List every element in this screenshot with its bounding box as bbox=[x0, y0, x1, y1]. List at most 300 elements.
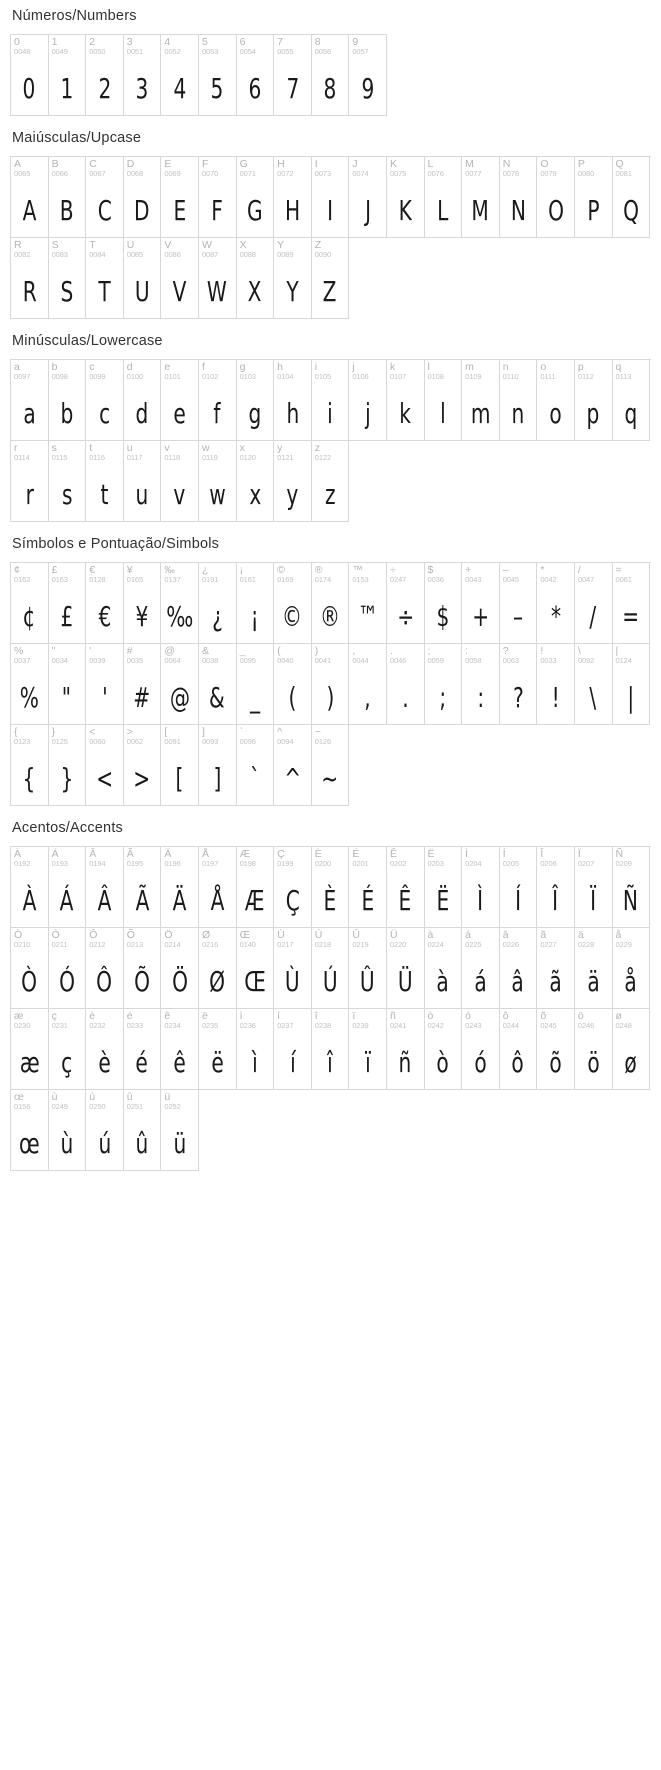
glyph-preview-text: z bbox=[324, 477, 336, 511]
glyph-preview bbox=[124, 183, 161, 237]
glyph-char-label: \ bbox=[577, 645, 581, 657]
glyph-preview-text: ÷ bbox=[396, 599, 414, 633]
glyph-cell[interactable] bbox=[462, 563, 500, 644]
glyph-cell[interactable] bbox=[11, 157, 49, 238]
glyph-cell[interactable] bbox=[11, 725, 49, 806]
glyph-cell[interactable] bbox=[49, 928, 87, 1009]
glyph-preview bbox=[199, 589, 236, 643]
glyph-cell[interactable] bbox=[349, 563, 387, 644]
glyph-preview bbox=[11, 264, 48, 318]
glyph-char-label: @ bbox=[164, 645, 176, 657]
glyph-cell[interactable] bbox=[11, 1090, 49, 1171]
glyph-code-label: 0067 bbox=[89, 169, 106, 179]
glyph-meta bbox=[537, 563, 574, 589]
glyph-cell[interactable] bbox=[274, 1009, 312, 1090]
glyph-preview-text: r bbox=[25, 477, 34, 511]
glyph-cell[interactable] bbox=[575, 847, 613, 928]
glyph-preview-text: = bbox=[622, 599, 640, 633]
glyph-cell[interactable] bbox=[274, 563, 312, 644]
glyph-code-label: 0034 bbox=[51, 656, 68, 666]
glyph-meta bbox=[425, 157, 462, 183]
glyph-preview-text: x bbox=[248, 477, 261, 511]
glyph-code-label: 0050 bbox=[89, 47, 106, 57]
glyph-char-label: 4 bbox=[164, 36, 171, 48]
glyph-char-label: = bbox=[615, 564, 622, 576]
glyph-cell[interactable] bbox=[425, 847, 463, 928]
glyph-cell[interactable] bbox=[575, 563, 613, 644]
glyph-meta bbox=[387, 563, 424, 589]
glyph-cell[interactable] bbox=[500, 1009, 538, 1090]
glyph-cell[interactable] bbox=[11, 928, 49, 1009]
glyph-cell[interactable] bbox=[11, 1009, 49, 1090]
glyph-preview bbox=[161, 1035, 198, 1089]
glyph-cell[interactable] bbox=[161, 157, 199, 238]
glyph-cell[interactable] bbox=[537, 1009, 575, 1090]
glyph-cell[interactable] bbox=[312, 1009, 350, 1090]
glyph-preview-text: í bbox=[289, 1045, 296, 1079]
glyph-cell[interactable] bbox=[86, 441, 124, 522]
glyph-cell[interactable] bbox=[199, 238, 237, 319]
glyph-code-label: 0247 bbox=[389, 575, 407, 585]
glyph-cell[interactable] bbox=[613, 644, 651, 725]
glyph-cell[interactable] bbox=[500, 563, 538, 644]
glyph-cell[interactable] bbox=[537, 157, 575, 238]
glyph-code-label: 0224 bbox=[427, 940, 444, 950]
glyph-cell[interactable] bbox=[49, 35, 87, 116]
glyph-code-label: 0235 bbox=[201, 1021, 219, 1031]
glyph-cell[interactable] bbox=[613, 157, 651, 238]
glyph-cell[interactable] bbox=[237, 563, 275, 644]
glyph-cell[interactable] bbox=[312, 35, 350, 116]
glyph-char-label: L bbox=[427, 158, 434, 170]
glyph-char-label: Ñ bbox=[615, 848, 624, 860]
glyph-meta bbox=[575, 928, 612, 954]
glyph-cell[interactable] bbox=[237, 847, 275, 928]
glyph-char-label: T bbox=[89, 239, 96, 251]
glyph-code-label: 0062 bbox=[126, 737, 144, 747]
glyph-cell[interactable] bbox=[199, 563, 237, 644]
glyph-code-label: 0047 bbox=[577, 575, 595, 585]
glyph-code-label: 0091 bbox=[164, 737, 181, 747]
glyph-cell[interactable] bbox=[49, 238, 87, 319]
glyph-char-label: 5 bbox=[201, 36, 208, 48]
glyph-cell[interactable] bbox=[199, 644, 237, 725]
glyph-cell[interactable] bbox=[575, 360, 613, 441]
glyph-cell[interactable] bbox=[124, 644, 162, 725]
glyph-cell[interactable] bbox=[237, 928, 275, 1009]
glyph-preview bbox=[11, 1035, 48, 1089]
glyph-cell[interactable] bbox=[161, 238, 199, 319]
glyph-cell[interactable] bbox=[312, 928, 350, 1009]
glyph-cell[interactable] bbox=[349, 360, 387, 441]
glyph-cell[interactable] bbox=[161, 847, 199, 928]
glyph-preview-text: 5 bbox=[210, 71, 224, 105]
glyph-code-label: 0237 bbox=[277, 1021, 294, 1031]
glyph-code-label: 0068 bbox=[126, 169, 144, 179]
glyph-meta bbox=[161, 360, 198, 386]
glyph-code-label: 0097 bbox=[14, 372, 31, 382]
glyph-cell[interactable] bbox=[49, 1090, 87, 1171]
glyph-cell[interactable] bbox=[537, 847, 575, 928]
glyph-code-label: 0241 bbox=[389, 1021, 407, 1031]
glyph-cell[interactable] bbox=[124, 563, 162, 644]
glyph-cell[interactable] bbox=[237, 644, 275, 725]
glyph-meta bbox=[274, 238, 311, 264]
glyph-preview bbox=[199, 61, 236, 115]
glyph-char-label: d bbox=[126, 361, 133, 373]
glyph-preview-text: ® bbox=[319, 599, 341, 633]
glyph-cell[interactable] bbox=[11, 441, 49, 522]
glyph-char-label: W bbox=[201, 239, 212, 251]
glyph-cell[interactable] bbox=[312, 725, 350, 806]
glyph-code-label: 0156 bbox=[14, 1102, 31, 1112]
glyph-meta bbox=[86, 1009, 123, 1035]
glyph-cell[interactable] bbox=[425, 644, 463, 725]
glyph-cell[interactable] bbox=[349, 157, 387, 238]
glyph-cell[interactable] bbox=[49, 360, 87, 441]
glyph-meta bbox=[274, 563, 311, 589]
glyph-cell[interactable] bbox=[86, 1009, 124, 1090]
glyph-preview-text: p bbox=[586, 396, 600, 430]
glyph-cell[interactable] bbox=[613, 928, 651, 1009]
glyph-cell[interactable] bbox=[613, 1009, 651, 1090]
glyph-preview bbox=[11, 61, 48, 115]
glyph-cell[interactable] bbox=[425, 1009, 463, 1090]
glyph-cell[interactable] bbox=[86, 928, 124, 1009]
glyph-cell[interactable] bbox=[11, 847, 49, 928]
glyph-cell[interactable] bbox=[462, 360, 500, 441]
glyph-cell[interactable] bbox=[387, 928, 425, 1009]
glyph-code-label: 0038 bbox=[201, 656, 219, 666]
glyph-cell[interactable] bbox=[613, 360, 651, 441]
glyph-preview-text: Q bbox=[622, 193, 639, 227]
glyph-preview-text: G bbox=[247, 193, 263, 227]
glyph-cell[interactable] bbox=[161, 360, 199, 441]
glyph-cell[interactable] bbox=[462, 157, 500, 238]
glyph-cell[interactable] bbox=[86, 360, 124, 441]
glyph-cell[interactable] bbox=[537, 360, 575, 441]
glyph-code-label: 0199 bbox=[277, 859, 294, 869]
glyph-cell[interactable] bbox=[49, 1009, 87, 1090]
glyph-cell[interactable] bbox=[161, 1009, 199, 1090]
glyph-cell[interactable] bbox=[237, 1009, 275, 1090]
glyph-preview bbox=[49, 264, 86, 318]
glyph-cell[interactable] bbox=[161, 35, 199, 116]
glyph-code-label: 0161 bbox=[239, 575, 256, 585]
glyph-code-label: 0202 bbox=[389, 859, 407, 869]
glyph-code-label: 0088 bbox=[239, 250, 256, 260]
glyph-cell[interactable] bbox=[199, 35, 237, 116]
glyph-code-label: 0229 bbox=[615, 940, 632, 950]
glyph-preview bbox=[199, 1035, 236, 1089]
glyph-cell[interactable] bbox=[124, 441, 162, 522]
glyph-cell[interactable] bbox=[86, 35, 124, 116]
glyph-cell[interactable] bbox=[49, 563, 87, 644]
glyph-cell[interactable] bbox=[500, 157, 538, 238]
glyph-cell[interactable] bbox=[387, 563, 425, 644]
glyph-code-label: 0045 bbox=[502, 575, 520, 585]
glyph-cell[interactable] bbox=[237, 35, 275, 116]
glyph-cell[interactable] bbox=[86, 1090, 124, 1171]
glyph-cell[interactable] bbox=[349, 35, 387, 116]
glyph-cell[interactable] bbox=[462, 1009, 500, 1090]
glyph-cell[interactable] bbox=[387, 1009, 425, 1090]
glyph-cell[interactable] bbox=[500, 360, 538, 441]
glyph-preview-text: © bbox=[282, 599, 303, 633]
glyph-code-label: 0192 bbox=[14, 859, 31, 869]
glyph-code-label: 0197 bbox=[201, 859, 219, 869]
glyph-meta bbox=[86, 157, 123, 183]
glyph-meta bbox=[86, 644, 123, 670]
glyph-cell[interactable] bbox=[124, 847, 162, 928]
glyph-cell[interactable] bbox=[425, 928, 463, 1009]
glyph-meta bbox=[11, 563, 48, 589]
glyph-code-label: 0107 bbox=[389, 372, 407, 382]
glyph-cell[interactable] bbox=[237, 360, 275, 441]
glyph-cell[interactable] bbox=[199, 847, 237, 928]
glyph-code-label: 0077 bbox=[465, 169, 482, 179]
glyph-cell[interactable] bbox=[86, 644, 124, 725]
glyph-preview-text: ï bbox=[364, 1045, 371, 1079]
glyph-preview-text: O bbox=[547, 193, 564, 227]
glyph-cell[interactable] bbox=[49, 725, 87, 806]
glyph-char-label: ä bbox=[577, 929, 584, 941]
glyph-meta bbox=[312, 35, 349, 61]
glyph-code-label: 0153 bbox=[352, 575, 369, 585]
glyph-cell[interactable] bbox=[124, 360, 162, 441]
glyph-cell[interactable] bbox=[312, 563, 350, 644]
glyph-cell[interactable] bbox=[124, 35, 162, 116]
glyph-meta bbox=[11, 441, 48, 467]
glyph-cell[interactable] bbox=[49, 644, 87, 725]
glyph-code-label: 0093 bbox=[201, 737, 219, 747]
glyph-preview bbox=[349, 183, 386, 237]
glyph-code-label: 0110 bbox=[502, 372, 519, 382]
glyph-char-label: } bbox=[51, 726, 56, 738]
glyph-cell[interactable] bbox=[575, 1009, 613, 1090]
glyph-preview bbox=[49, 1116, 86, 1170]
glyph-cell[interactable] bbox=[124, 928, 162, 1009]
glyph-cell[interactable] bbox=[199, 360, 237, 441]
glyph-cell[interactable] bbox=[387, 360, 425, 441]
glyph-cell[interactable] bbox=[349, 644, 387, 725]
glyph-cell[interactable] bbox=[274, 157, 312, 238]
glyph-preview bbox=[613, 183, 650, 237]
glyph-cell[interactable] bbox=[161, 725, 199, 806]
glyph-cell[interactable] bbox=[387, 847, 425, 928]
glyph-preview bbox=[49, 954, 86, 1008]
glyph-meta bbox=[387, 157, 424, 183]
glyph-cell[interactable] bbox=[161, 644, 199, 725]
glyph-cell[interactable] bbox=[161, 563, 199, 644]
glyph-cell[interactable] bbox=[274, 847, 312, 928]
glyph-cell[interactable] bbox=[312, 238, 350, 319]
glyph-cell[interactable] bbox=[537, 563, 575, 644]
glyph-cell[interactable] bbox=[575, 928, 613, 1009]
glyph-cell[interactable] bbox=[312, 157, 350, 238]
glyph-char-label: ] bbox=[201, 726, 205, 738]
glyph-cell[interactable] bbox=[500, 847, 538, 928]
glyph-cell[interactable] bbox=[11, 563, 49, 644]
glyph-char-label: o bbox=[540, 361, 547, 373]
glyph-meta bbox=[49, 644, 86, 670]
glyph-code-label: 0082 bbox=[14, 250, 31, 260]
glyph-char-label: l bbox=[427, 361, 430, 373]
glyph-cell[interactable] bbox=[312, 360, 350, 441]
glyph-code-label: 0096 bbox=[239, 737, 256, 747]
glyph-cell[interactable] bbox=[500, 644, 538, 725]
glyph-preview bbox=[500, 873, 537, 927]
glyph-cell[interactable] bbox=[349, 847, 387, 928]
glyph-cell[interactable] bbox=[387, 157, 425, 238]
glyph-cell[interactable] bbox=[86, 847, 124, 928]
glyph-cell[interactable] bbox=[349, 928, 387, 1009]
glyph-meta bbox=[199, 238, 236, 264]
glyph-preview bbox=[161, 751, 198, 805]
glyph-cell[interactable] bbox=[312, 847, 350, 928]
glyph-meta bbox=[613, 928, 650, 954]
glyph-code-label: 0072 bbox=[277, 169, 294, 179]
glyph-code-label: 0033 bbox=[540, 656, 557, 666]
glyph-cell[interactable] bbox=[11, 35, 49, 116]
glyph-char-label: ' bbox=[89, 645, 92, 657]
glyph-cell[interactable] bbox=[312, 644, 350, 725]
glyph-char-label: Ó bbox=[51, 929, 60, 941]
glyph-meta bbox=[11, 1090, 48, 1116]
glyph-cell[interactable] bbox=[86, 725, 124, 806]
glyph-cell[interactable] bbox=[86, 157, 124, 238]
glyph-code-label: 0081 bbox=[615, 169, 632, 179]
glyph-cell[interactable] bbox=[161, 441, 199, 522]
glyph-cell[interactable] bbox=[124, 725, 162, 806]
glyph-cell[interactable] bbox=[237, 238, 275, 319]
glyph-char-label: Í bbox=[502, 848, 506, 860]
glyph-cell[interactable] bbox=[274, 360, 312, 441]
glyph-cell[interactable] bbox=[425, 563, 463, 644]
glyph-cell[interactable] bbox=[124, 157, 162, 238]
glyph-cell[interactable] bbox=[274, 644, 312, 725]
glyph-meta bbox=[312, 563, 349, 589]
glyph-cell[interactable] bbox=[199, 441, 237, 522]
glyph-cell[interactable] bbox=[124, 238, 162, 319]
glyph-cell[interactable] bbox=[49, 441, 87, 522]
glyph-char-label: í bbox=[277, 1010, 281, 1022]
glyph-cell[interactable] bbox=[500, 928, 538, 1009]
glyph-cell[interactable] bbox=[49, 157, 87, 238]
glyph-cell[interactable] bbox=[161, 1090, 199, 1171]
glyph-cell[interactable] bbox=[199, 1009, 237, 1090]
glyph-preview-text: Ò bbox=[21, 964, 38, 998]
glyph-code-label: 0098 bbox=[51, 372, 68, 382]
glyph-meta bbox=[199, 1009, 236, 1035]
glyph-cell[interactable] bbox=[237, 725, 275, 806]
glyph-preview-text: C bbox=[97, 193, 112, 227]
glyph-cell[interactable] bbox=[161, 928, 199, 1009]
glyph-char-label: ¥ bbox=[126, 564, 133, 576]
glyph-cell[interactable] bbox=[312, 441, 350, 522]
glyph-cell[interactable] bbox=[387, 644, 425, 725]
glyph-cell[interactable] bbox=[462, 928, 500, 1009]
glyph-cell[interactable] bbox=[86, 238, 124, 319]
glyph-code-label: 0163 bbox=[51, 575, 68, 585]
glyph-cell[interactable] bbox=[274, 441, 312, 522]
glyph-preview bbox=[537, 670, 574, 724]
glyph-meta bbox=[161, 563, 198, 589]
glyph-cell[interactable] bbox=[537, 928, 575, 1009]
glyph-preview bbox=[462, 386, 499, 440]
glyph-cell[interactable] bbox=[462, 847, 500, 928]
glyph-cell[interactable] bbox=[11, 644, 49, 725]
glyph-cell[interactable] bbox=[537, 644, 575, 725]
glyph-preview bbox=[425, 873, 462, 927]
glyph-cell[interactable] bbox=[199, 157, 237, 238]
glyph-preview bbox=[312, 386, 349, 440]
glyph-cell[interactable] bbox=[575, 157, 613, 238]
glyph-code-label: 0035 bbox=[126, 656, 144, 666]
glyph-cell[interactable] bbox=[124, 1090, 162, 1171]
glyph-meta bbox=[161, 157, 198, 183]
glyph-preview-text: Í bbox=[515, 883, 521, 917]
glyph-cell[interactable] bbox=[11, 360, 49, 441]
glyph-cell[interactable] bbox=[237, 441, 275, 522]
glyph-meta bbox=[537, 157, 574, 183]
glyph-cell[interactable] bbox=[274, 928, 312, 1009]
glyph-preview bbox=[387, 183, 424, 237]
glyph-cell[interactable] bbox=[613, 563, 651, 644]
glyph-preview bbox=[425, 954, 462, 1008]
glyph-cell[interactable] bbox=[274, 238, 312, 319]
glyph-cell[interactable] bbox=[349, 1009, 387, 1090]
glyph-char-label: Ò bbox=[14, 929, 23, 941]
glyph-meta bbox=[537, 928, 574, 954]
glyph-meta bbox=[349, 928, 386, 954]
glyph-cell[interactable] bbox=[425, 360, 463, 441]
glyph-preview-text: È bbox=[323, 883, 337, 917]
glyph-cell[interactable] bbox=[199, 928, 237, 1009]
glyph-cell[interactable] bbox=[575, 644, 613, 725]
glyph-code-label: 0073 bbox=[314, 169, 332, 179]
glyph-char-label: È bbox=[314, 848, 322, 860]
glyph-preview bbox=[613, 954, 650, 1008]
glyph-preview bbox=[274, 61, 311, 115]
glyph-cell[interactable] bbox=[199, 725, 237, 806]
glyph-preview-text: F bbox=[211, 193, 224, 227]
glyph-char-label: ® bbox=[314, 564, 323, 576]
glyph-cell[interactable] bbox=[274, 725, 312, 806]
glyph-cell[interactable] bbox=[237, 157, 275, 238]
glyph-preview-text: Ô bbox=[96, 964, 113, 998]
glyph-preview bbox=[237, 264, 274, 318]
glyph-cell[interactable] bbox=[462, 644, 500, 725]
glyph-cell[interactable] bbox=[613, 847, 651, 928]
glyph-cell[interactable] bbox=[425, 157, 463, 238]
glyph-preview bbox=[500, 954, 537, 1008]
section-title: Acentos/Accents bbox=[12, 820, 123, 836]
glyph-cell[interactable] bbox=[274, 35, 312, 116]
glyph-cell[interactable] bbox=[124, 1009, 162, 1090]
glyph-char-label: Â bbox=[89, 848, 97, 860]
glyph-cell[interactable] bbox=[49, 847, 87, 928]
glyph-char-label: Ê bbox=[389, 848, 397, 860]
glyph-meta bbox=[49, 360, 86, 386]
glyph-meta bbox=[349, 360, 386, 386]
glyph-preview-text: $ bbox=[436, 599, 450, 633]
glyph-cell[interactable] bbox=[86, 563, 124, 644]
glyph-code-label: 0120 bbox=[239, 453, 256, 463]
glyph-meta bbox=[237, 563, 274, 589]
glyph-grid bbox=[10, 562, 651, 806]
glyph-cell[interactable] bbox=[11, 238, 49, 319]
